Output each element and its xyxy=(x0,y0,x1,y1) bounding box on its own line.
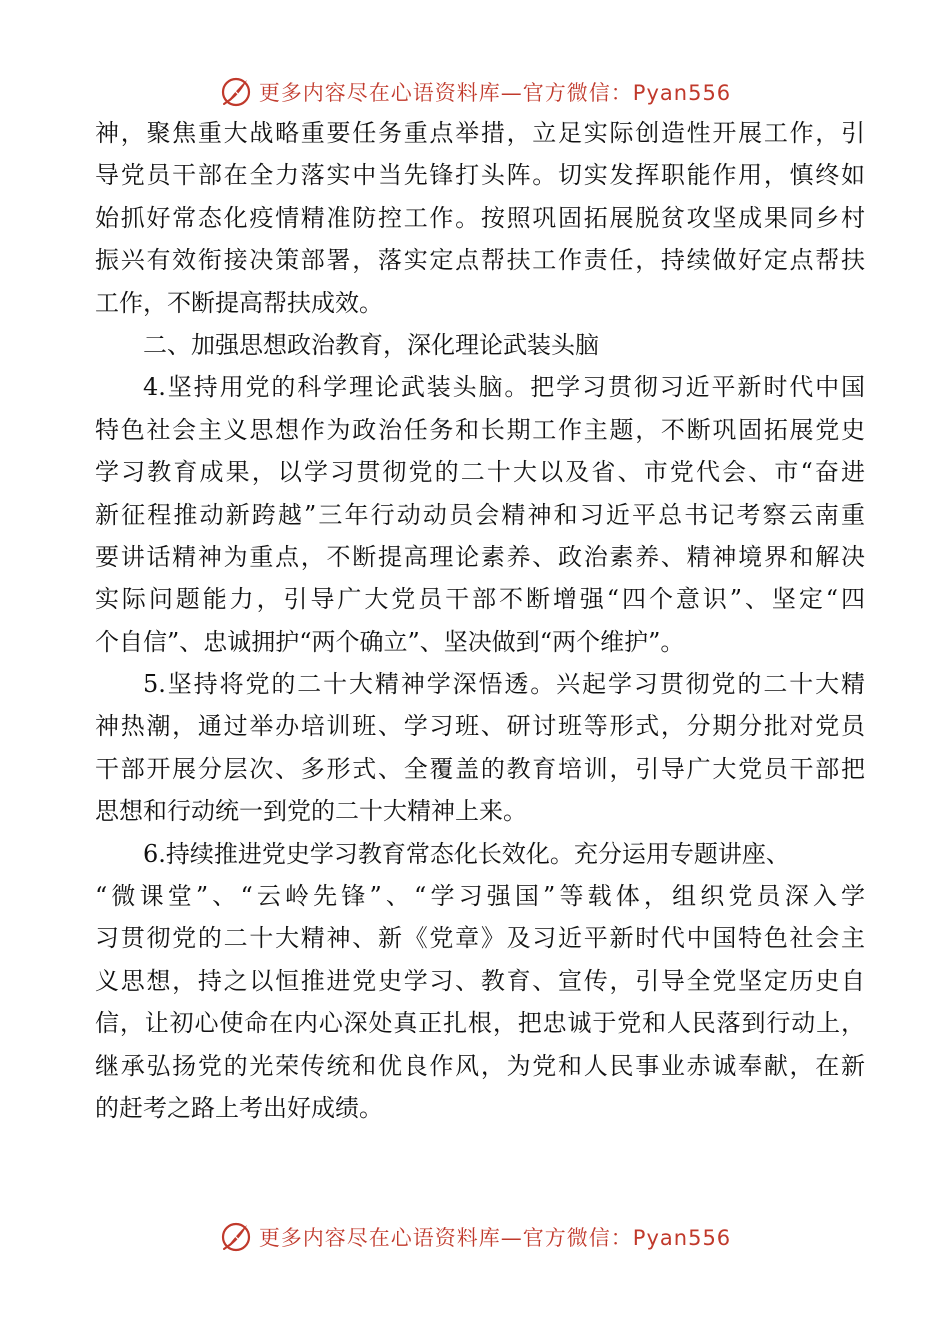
watermark-text: 更多内容尽在心语资料库—官方微信：Pyan556 xyxy=(258,1226,732,1250)
paragraph-item-6 xyxy=(95,833,865,1130)
paragraph-item-4 xyxy=(95,366,865,663)
footer-watermark xyxy=(0,1217,950,1257)
text-line: 的赶考之路上考出好成绩。 xyxy=(95,1093,383,1122)
header-watermark xyxy=(0,72,950,112)
text-line: 个自信”、忠诚拥护“两个确立”、坚决做到“两个维护”。 xyxy=(95,627,685,656)
text-line: 工作，不断提高帮扶成效。 xyxy=(95,288,383,317)
text-line: 振兴有效衔接决策部署，落实定点帮扶工作责任，持续做好定点帮扶 xyxy=(95,246,865,275)
text-line: 5.坚持将党的二十大精神学深悟透。兴起学习贯彻党的二十大精 xyxy=(143,670,865,699)
text-line: 导党员干部在全力落实中当先锋打头阵。切实发挥职能作用，慎终如 xyxy=(95,161,865,190)
watermark-text: 更多内容尽在心语资料库—官方微信：Pyan556 xyxy=(258,81,732,105)
quill-pen-icon xyxy=(219,1220,253,1254)
paragraph-item-5 xyxy=(95,663,865,833)
text-line: 学习教育成果，以学习贯彻党的二十大以及省、市党代会、市“奋进 xyxy=(95,458,865,487)
text-line: 思想和行动统一到党的二十大精神上来。 xyxy=(95,797,527,826)
text-line: “微课堂”、“云岭先锋”、“学习强国”等载体，组织党员深入学 xyxy=(95,882,865,911)
text-line: 新征程推动新跨越”三年行动动员会精神和习近平总书记考察云南重 xyxy=(95,500,865,529)
text-line: 特色社会主义思想作为政治任务和长期工作主题，不断巩固拓展党史 xyxy=(95,415,865,444)
text-line: 4.坚持用党的科学理论武装头脑。把学习贯彻习近平新时代中国 xyxy=(143,373,865,402)
document-body xyxy=(95,112,865,1129)
text-line: 习贯彻党的二十大精神、新《党章》及习近平新时代中国特色社会主 xyxy=(95,924,865,953)
section-heading: 二、加强思想政治教育，深化理论武装头脑 xyxy=(143,330,599,359)
text-line: 要讲话精神为重点，不断提高理论素养、政治素养、精神境界和解决 xyxy=(95,542,865,571)
text-line: 实际问题能力，引导广大党员干部不断增强“四个意识”、坚定“四 xyxy=(95,585,865,614)
text-line: 干部开展分层次、多形式、全覆盖的教育培训，引导广大党员干部把 xyxy=(95,754,865,783)
text-line: 义思想，持之以恒推进党史学习、教育、宣传，引导全党坚定历史自 xyxy=(95,966,865,995)
text-line: 始抓好常态化疫情精准防控工作。按照巩固拓展脱贫攻坚成果同乡村 xyxy=(95,203,865,232)
section1-paragraph-tail xyxy=(95,112,865,324)
text-line: 6.持续推进党史学习教育常态化长效化。充分运用专题讲座、 xyxy=(143,839,790,868)
text-line: 信，让初心使命在内心深处真正扎根，把忠诚于党和人民落到行动上， xyxy=(95,1009,865,1038)
text-line: 神，聚焦重大战略重要任务重点举措，立足实际创造性开展工作，引 xyxy=(95,119,865,147)
quill-pen-icon xyxy=(219,75,253,109)
text-line: 继承弘扬党的光荣传统和优良作风，为党和人民事业赤诚奉献，在新 xyxy=(95,1051,865,1080)
text-line: 神热潮，通过举办培训班、学习班、研讨班等形式，分期分批对党员 xyxy=(95,712,865,741)
